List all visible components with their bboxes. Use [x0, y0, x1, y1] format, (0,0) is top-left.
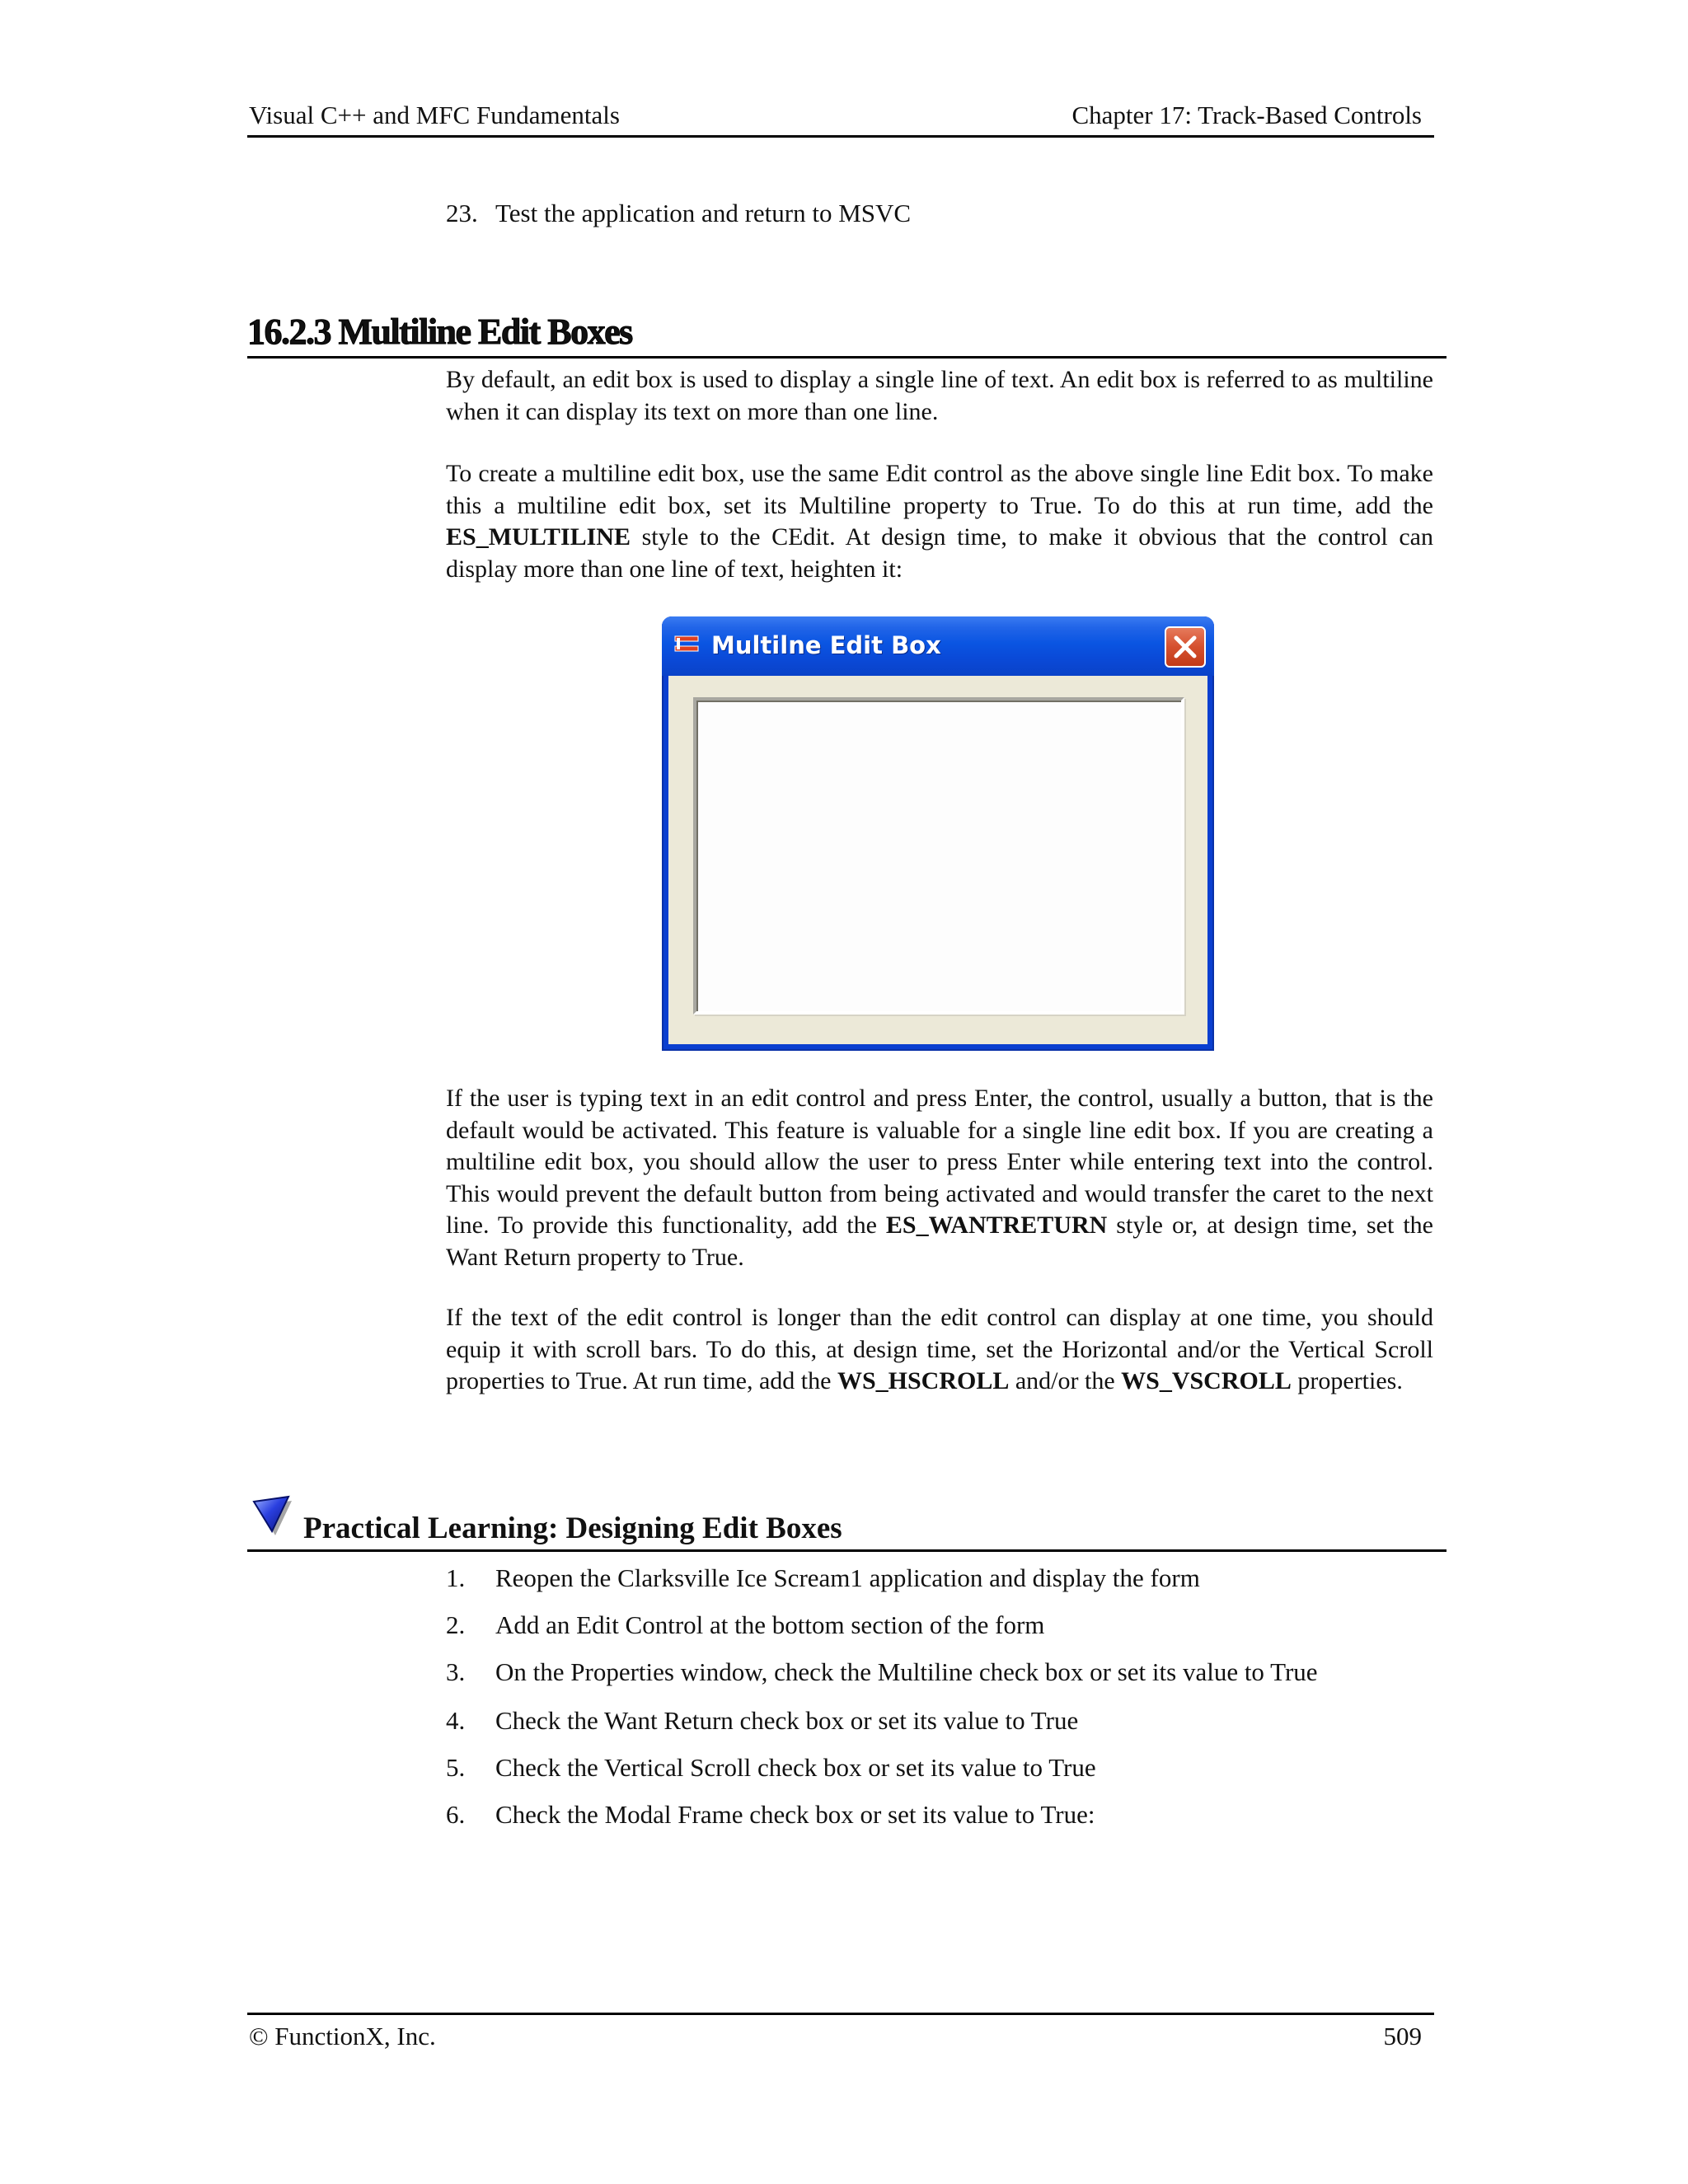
- step-text: Check the Vertical Scroll check box or set its value to True: [495, 1753, 1096, 1782]
- step-text: Check the Want Return check box or set its value to True: [495, 1706, 1079, 1735]
- multiline-edit-control[interactable]: [693, 697, 1184, 1015]
- page-number: 509: [1383, 2022, 1422, 2050]
- para2-text-before: To create a multiline edit box, use the same Edit control as the above single line Edit box. To make this a multiline edit box, set its Multiline property to True. To do this at run time, add the: [446, 460, 1433, 519]
- dialog-titlebar: [662, 616, 1214, 676]
- running-footer: [247, 2013, 1434, 2050]
- close-icon: [1166, 628, 1204, 666]
- multiline-edit-dialog: [662, 616, 1214, 1051]
- step-text: Reopen the Clarksville Ice Scream1 application and display the form: [495, 1563, 1200, 1592]
- es-wantreturn-keyword: ES_WANTRETURN: [885, 1212, 1108, 1239]
- para4-text-after: properties.: [1291, 1367, 1403, 1394]
- paragraph-create-multiline: [446, 458, 1433, 585]
- paragraph-intro: By default, an edit box is used to display a single line of text. An edit box is referred to as multiline when it can display its text on more than one line.: [446, 366, 1433, 425]
- practical-step: [446, 1799, 1095, 1830]
- step-number: 2.: [446, 1610, 466, 1639]
- practical-step: [446, 1563, 1200, 1594]
- running-header: [247, 97, 1434, 138]
- para2-text-after: style to the CEdit. At design time, to make it obvious that the control can display more than one line of text, heighten it:: [446, 523, 1433, 583]
- para3-text-after: style or, at design time, set the Want Return property to True.: [446, 1212, 1433, 1271]
- para4-text-middle: and/or the: [1009, 1367, 1122, 1394]
- close-button[interactable]: [1165, 626, 1206, 668]
- paragraph-scroll-bars: [446, 1302, 1433, 1398]
- intro-step: [446, 198, 911, 229]
- paragraph-want-return: [446, 1083, 1433, 1273]
- step-text: On the Properties window, check the Multiline check box or set its value to True: [495, 1657, 1318, 1686]
- practical-learning-heading: [247, 1490, 1447, 1552]
- chapter-title: Chapter 17: Track-Based Controls: [1071, 101, 1422, 129]
- para3-text-before: If the user is typing text in an edit control and press Enter, the control, usually a button, that is the default would be activated. This feature is valuable for a single line edit box. If you are creating a multiline edit box, you should allow the user to press Enter while entering text into the control. This would prevent the default button from being activated and would transfer the caret to the next line. To provide this functionality, add the: [446, 1085, 1433, 1239]
- blue-triangle-icon: [251, 1495, 293, 1538]
- practical-learning-title: Practical Learning: Designing Edit Boxes: [303, 1511, 842, 1545]
- mfc-app-icon: [673, 633, 700, 658]
- practical-step: [446, 1657, 1318, 1688]
- practical-step: [446, 1752, 1096, 1783]
- step-number: 1.: [446, 1563, 466, 1592]
- step-number: 4.: [446, 1706, 466, 1735]
- ws-hscroll-keyword: WS_HSCROLL: [837, 1367, 1010, 1394]
- step-text: Test the application and return to MSVC: [495, 199, 912, 227]
- para4-text-before: If the text of the edit control is longer than the edit control can display at one time, you should equip it with scroll bars. To do this, at design time, set the Horizontal and/or the Vertical Scroll properties to True. At run time, add the: [446, 1304, 1433, 1394]
- step-number: 3.: [446, 1657, 466, 1686]
- book-title: Visual C++ and MFC Fundamentals: [249, 101, 620, 129]
- copyright: © FunctionX, Inc.: [249, 2022, 436, 2050]
- ws-vscroll-keyword: WS_VSCROLL: [1121, 1367, 1292, 1394]
- practical-step: [446, 1610, 1044, 1641]
- step-number: 5.: [446, 1753, 466, 1782]
- section-title: 16.2.3 Multiline Edit Boxes: [247, 312, 632, 352]
- dialog-title: Multilne Edit Box: [711, 631, 941, 659]
- section-heading: [247, 307, 1447, 359]
- step-number: 23.: [446, 199, 478, 227]
- step-number: 6.: [446, 1800, 466, 1829]
- practical-step: [446, 1705, 1078, 1736]
- es-multiline-keyword: ES_MULTILINE: [446, 523, 631, 551]
- step-text: Check the Modal Frame check box or set its value to True:: [495, 1800, 1095, 1829]
- step-text: Add an Edit Control at the bottom section of the form: [495, 1610, 1045, 1639]
- dialog-client-area: [668, 676, 1207, 1044]
